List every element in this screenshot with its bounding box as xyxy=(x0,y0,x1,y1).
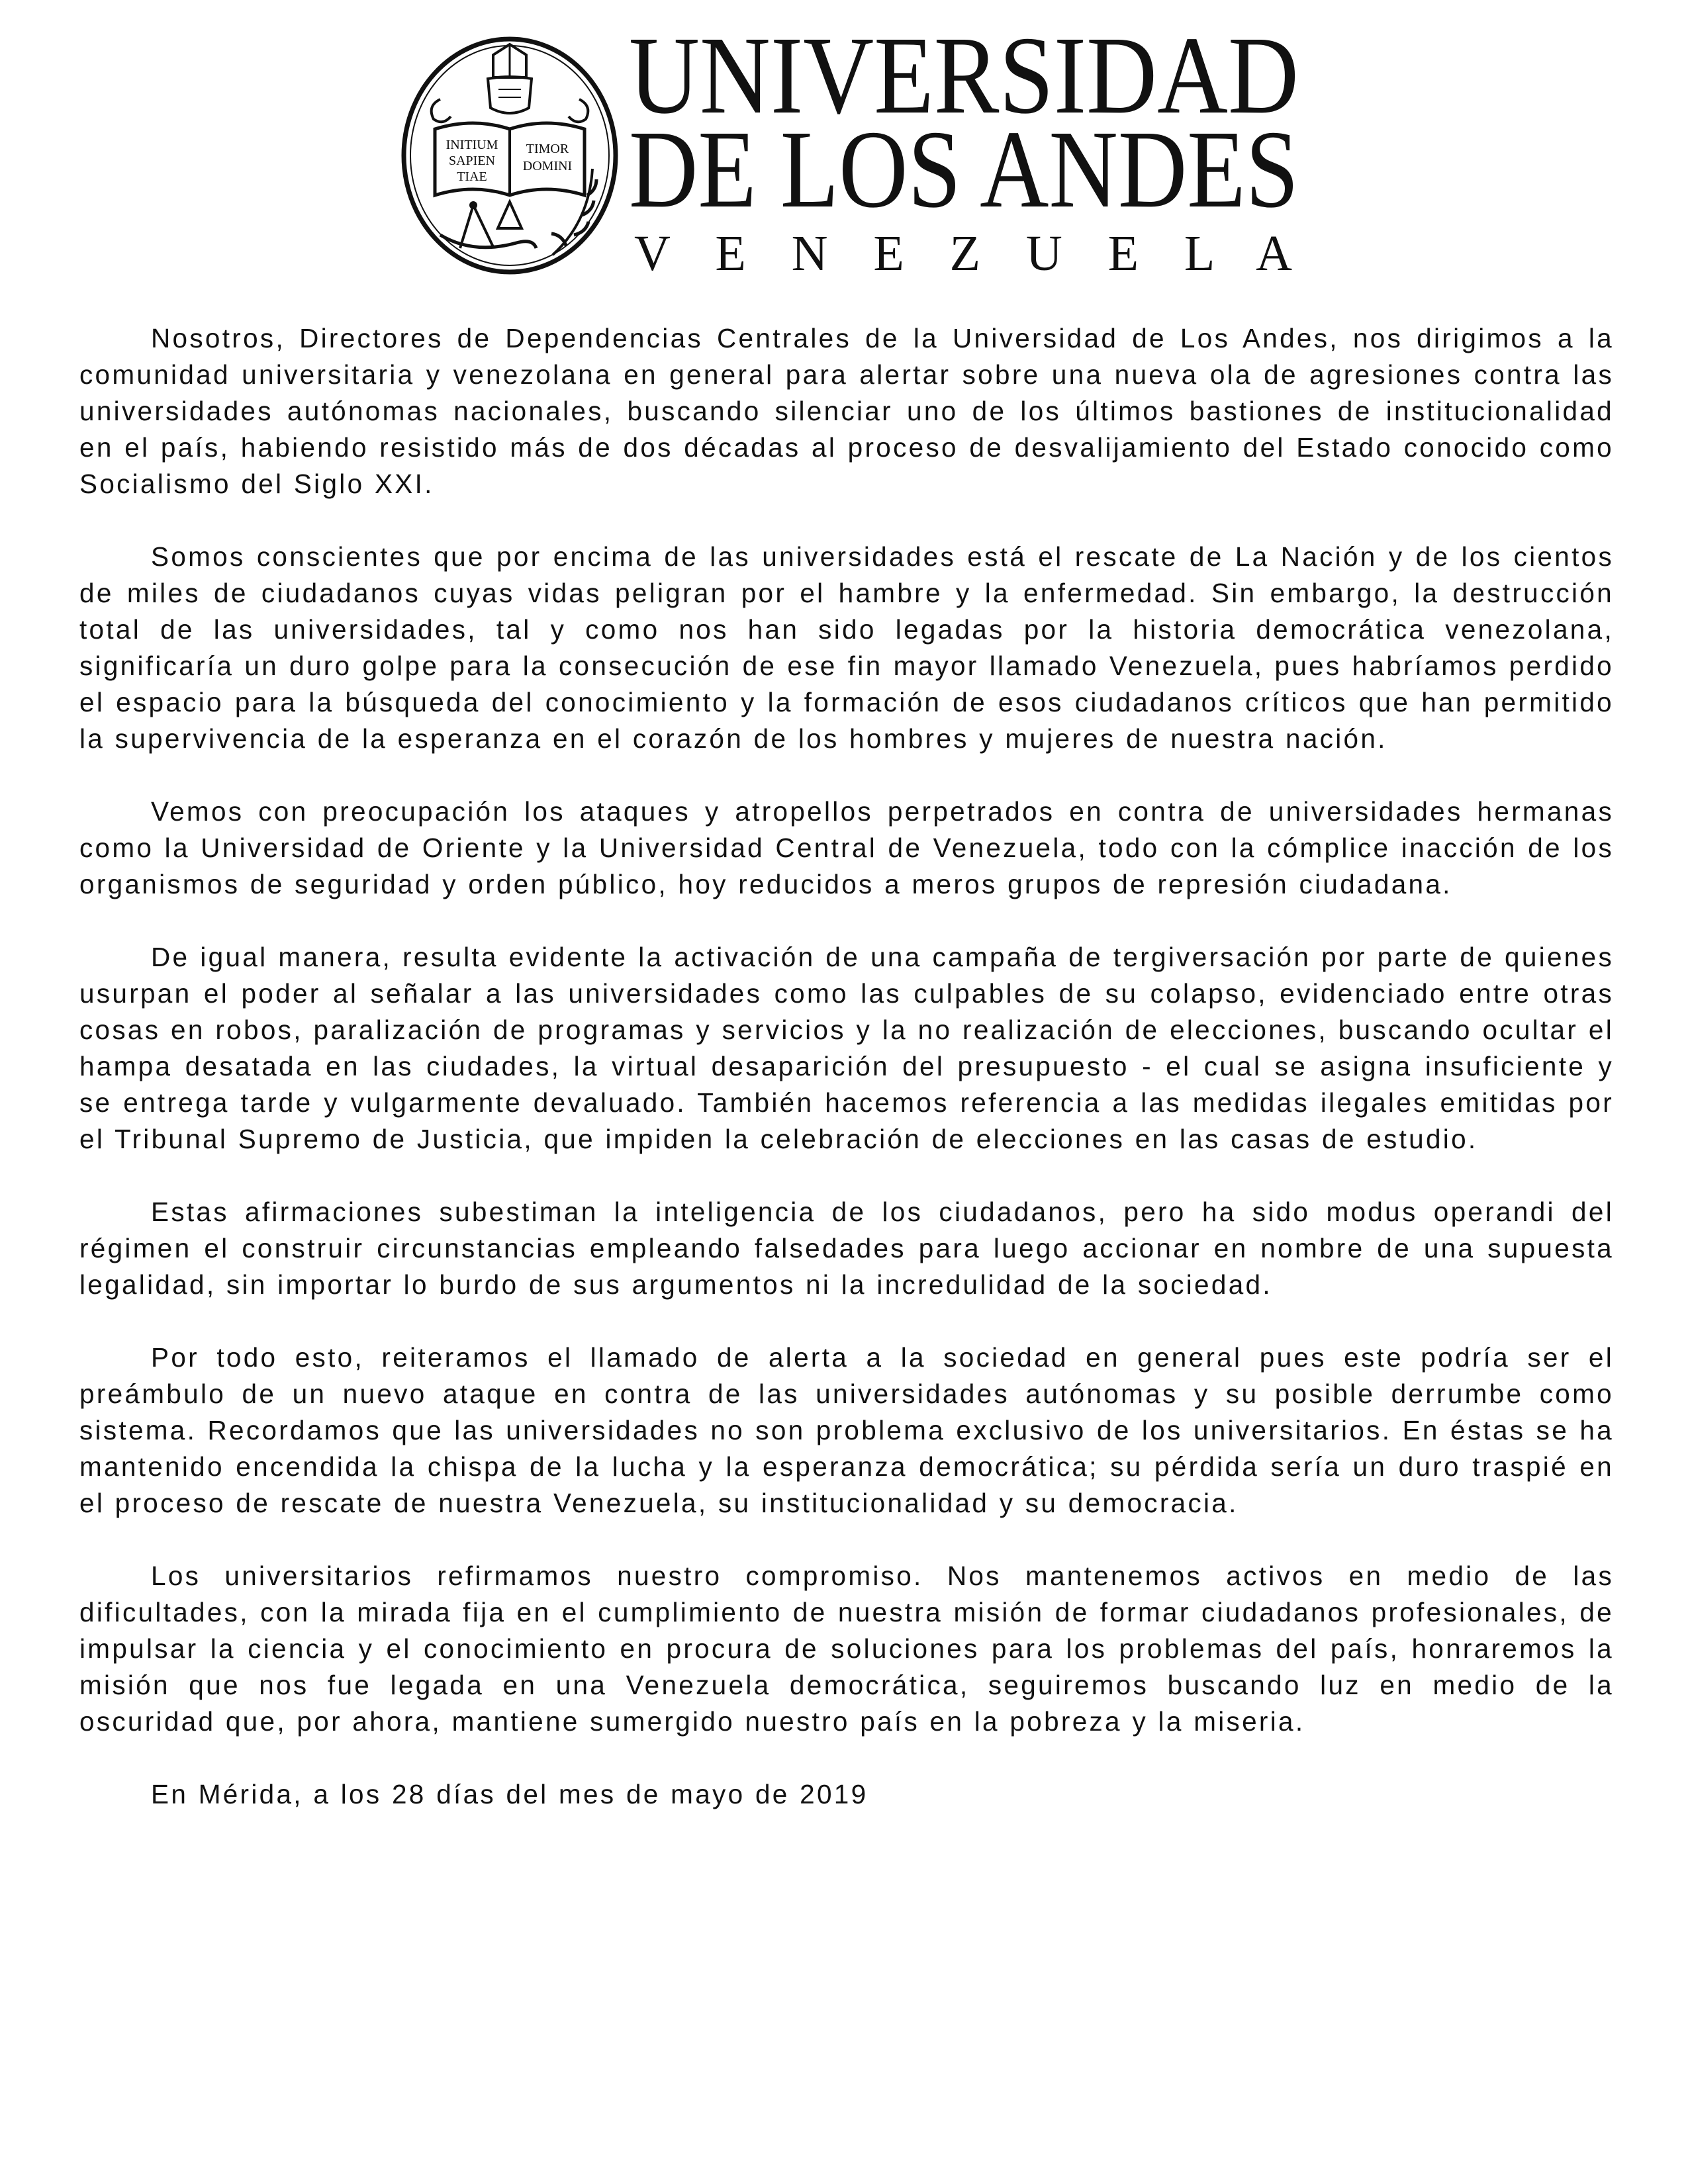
paragraph-5: Estas afirmaciones subestiman la inteligencia de los ciudadanos, pero ha sido modus operandi del régimen el construir circunstancias empleando falsedades para luego accionar en nombre de una supuesta legalidad, sin importar lo burdo de sus argumentos ni la incredulidad de la sociedad. xyxy=(79,1197,1614,1300)
wordmark-line-venezuela: V E N E Z U E L A xyxy=(634,226,1292,281)
svg-text:DOMINI: DOMINI xyxy=(522,159,573,173)
paragraph-7: Los universitarios refirmamos nuestro compromiso. Nos mantenemos activos en medio de las dificultades, con la mirada fija en el cumplimiento de nuestra misión de formar ciudadanos profesionales, de impulsar la ciencia y el conocimiento en procura de soluciones para los problemas del país, honraremos la misión que nos fue legada en una Venezuela democrática, seguiremos buscando luz en medio de la oscuridad que, por ahora, mantiene sumergido nuestro país en la pobreza y la miseria. xyxy=(79,1561,1614,1737)
svg-text:TIAE: TIAE xyxy=(457,169,487,184)
paragraph-4: De igual manera, resulta evidente la activación de una campaña de tergiversación por parte de quienes usurpan el poder al señalar a las universidades como las culpables de su colapso, evidenciado entre otras cosas en robos, paralización de programas y servicios y la no realización de elecciones, buscando ocultar el hampa desatada en las ciudades, la virtual desaparición del presupuesto - el cual se asigna insuficiente y se entrega tarde y vulgarmente devaluado. También hacemos referencia a las medidas ilegales emitidas por el Tribunal Supremo de Justicia, que impiden la celebración de elecciones en las casas de estudio. xyxy=(79,942,1614,1154)
wordmark-line-universidad: UNIVERSIDAD xyxy=(629,14,1299,137)
paragraph-3: Vemos con preocupación los ataques y atropellos perpetrados en contra de universidades hermanas como la Universidad de Oriente y la Universidad Central de Venezuela, todo con la cómplice inacción de los organismos de seguridad y orden público, hoy reducidos a meros grupos de represión ciudadana. xyxy=(79,796,1614,899)
university-wordmark xyxy=(629,14,1299,285)
svg-text:SAPIEN: SAPIEN xyxy=(448,154,496,168)
paragraph-6: Por todo esto, reiteramos el llamado de alerta a la sociedad en general pues este podría ser el preámbulo de un nuevo ataque en contra de las universidades autónomas y su posible derrumbe como sistema. Recordamos que las universidades no son problema exclusivo de los universitarios. En éstas se ha mantenido encendida la chispa de la lucha y la esperanza democrática; su pérdida sería un duro traspié en el proceso de rescate de nuestra Venezuela, su institucionalidad y su democracia. xyxy=(79,1342,1614,1518)
svg-text:TIMOR: TIMOR xyxy=(526,142,569,156)
letterhead xyxy=(0,0,1688,291)
paragraph-1: Nosotros, Directores de Dependencias Centrales de la Universidad de Los Andes, nos dirigimos a la comunidad universitaria y venezolana en general para alertar sobre una nueva ola de agresiones contra las universidades autónomas nacionales, buscando silenciar uno de los últimos bastiones de institucionalidad en el país, habiendo resistido más de dos décadas al proceso de desvalijamiento del Estado conocido como Socialismo del Siglo XXI. xyxy=(79,323,1614,499)
paragraph-2: Somos conscientes que por encima de las universidades está el rescate de La Nación y de los cientos de miles de ciudadanos cuyas vidas peligran por el hambre y la enfermedad. Sin embargo, la destrucción total de las universidades, tal y como nos han sido legadas por la historia democrática venezolana, significaría un duro golpe para la consecución de ese fin mayor llamado Venezuela, pues habríamos perdido el espacio para la búsqueda del conocimiento y la formación de esos ciudadanos críticos que han permitido la supervivencia de la esperanza en el corazón de los hombres y mujeres de nuestra nación. xyxy=(79,541,1614,754)
svg-text:INITIUM: INITIUM xyxy=(445,138,498,152)
university-seal-icon xyxy=(400,36,619,275)
letter-body xyxy=(79,320,1614,1813)
closing-date-line: En Mérida, a los 28 días del mes de mayo de 2019 xyxy=(151,1779,868,1809)
wordmark-line-de-los-andes: DE LOS ANDES xyxy=(629,108,1299,231)
